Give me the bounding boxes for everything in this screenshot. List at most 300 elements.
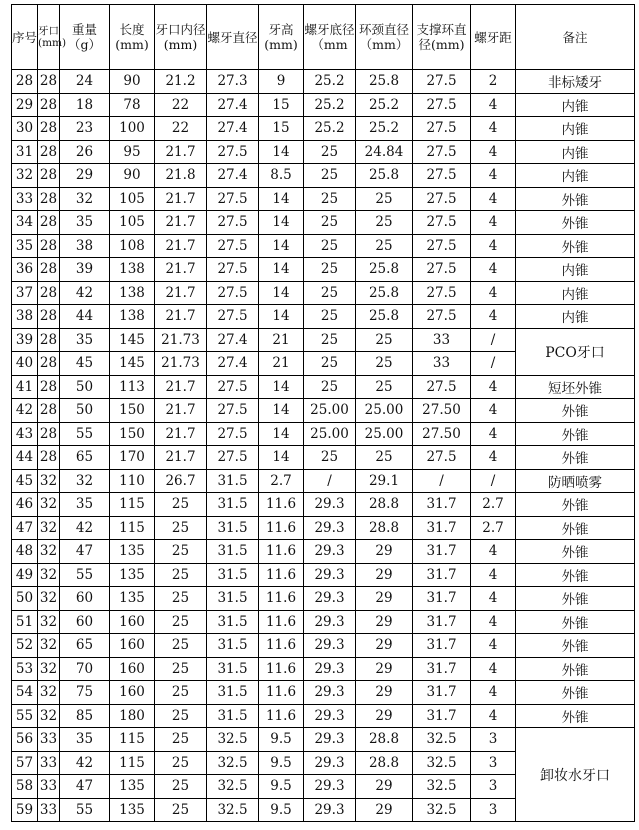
table-cell: 11.6: [259, 634, 304, 658]
table-cell: 2.7: [471, 516, 516, 540]
table-cell: 4: [471, 634, 516, 658]
table-cell: 4: [471, 375, 516, 399]
table-cell: 31.7: [413, 516, 471, 540]
table-cell: 21.7: [155, 399, 207, 423]
table-row: [12, 164, 635, 188]
table-cell: 52: [12, 634, 38, 658]
table-cell: 38: [12, 305, 38, 329]
table-cell: 31.5: [207, 681, 259, 705]
note-cell: 内锥: [516, 117, 635, 141]
table-cell: 56: [12, 728, 38, 752]
table-cell: 27.5: [413, 375, 471, 399]
table-row: [12, 493, 635, 517]
table-cell: 14: [259, 399, 304, 423]
table-cell: 25: [304, 446, 356, 470]
table-cell: 28: [38, 187, 60, 211]
table-cell: 25: [356, 234, 413, 258]
table-cell: 26: [60, 140, 110, 164]
note-cell: 非标矮牙: [516, 70, 635, 94]
table-cell: 41: [12, 375, 38, 399]
table-cell: 28: [38, 258, 60, 282]
table-cell: 35: [60, 493, 110, 517]
table-cell: 28: [38, 70, 60, 94]
table-cell: 47: [12, 516, 38, 540]
table-cell: 85: [60, 704, 110, 728]
table-cell: 145: [110, 328, 155, 352]
table-cell: 27.5: [207, 446, 259, 470]
table-cell: 28: [38, 328, 60, 352]
table-cell: 4: [471, 704, 516, 728]
table-cell: 27.5: [207, 140, 259, 164]
table-cell: 32: [38, 493, 60, 517]
table-cell: 24: [60, 70, 110, 94]
table-cell: 28: [38, 352, 60, 376]
table-cell: 25: [155, 493, 207, 517]
note-cell: 外锥: [516, 540, 635, 564]
table-cell: 25: [304, 375, 356, 399]
table-cell: 15: [259, 93, 304, 117]
table-cell: 135: [110, 587, 155, 611]
table-cell: 14: [259, 281, 304, 305]
table-cell: 42: [60, 516, 110, 540]
table-cell: 27.50: [413, 422, 471, 446]
table-row: [12, 375, 635, 399]
table-cell: 65: [60, 446, 110, 470]
table-cell: 8.5: [259, 164, 304, 188]
table-cell: 28: [38, 399, 60, 423]
table-cell: 21.73: [155, 352, 207, 376]
table-cell: 105: [110, 187, 155, 211]
table-cell: 25: [155, 728, 207, 752]
table-row: [12, 446, 635, 470]
header-cell: 牙口(mm): [38, 5, 60, 70]
table-cell: 32: [60, 187, 110, 211]
table-cell: 25: [356, 187, 413, 211]
table-cell: 32: [38, 540, 60, 564]
table-cell: 28: [12, 70, 38, 94]
table-cell: 31.5: [207, 540, 259, 564]
table-cell: 2.7: [471, 493, 516, 517]
header-cell: 重量（g）: [60, 5, 110, 70]
table-cell: 32: [12, 164, 38, 188]
table-cell: 28: [38, 234, 60, 258]
table-cell: 27.5: [413, 305, 471, 329]
table-row: [12, 328, 635, 352]
table-cell: 21.7: [155, 258, 207, 282]
table-cell: 27.5: [413, 234, 471, 258]
table-cell: 28.8: [356, 493, 413, 517]
table-cell: 25: [304, 234, 356, 258]
table-cell: 25.8: [356, 70, 413, 94]
table-cell: 25: [356, 375, 413, 399]
table-cell: 135: [110, 563, 155, 587]
table-cell: 29: [356, 634, 413, 658]
table-cell: 11.6: [259, 610, 304, 634]
table-cell: 4: [471, 610, 516, 634]
table-cell: 47: [60, 540, 110, 564]
table-cell: 4: [471, 187, 516, 211]
table-row: [12, 587, 635, 611]
header-cell: 备注: [516, 5, 635, 70]
table-cell: 32: [38, 634, 60, 658]
table-cell: 25.00: [356, 399, 413, 423]
table-cell: 21.8: [155, 164, 207, 188]
table-cell: 90: [110, 164, 155, 188]
table-row: [12, 563, 635, 587]
table-cell: 14: [259, 375, 304, 399]
table-cell: 14: [259, 140, 304, 164]
table-cell: 29.3: [304, 751, 356, 775]
table-cell: 11.6: [259, 587, 304, 611]
table-cell: 180: [110, 704, 155, 728]
table-cell: 27.5: [413, 117, 471, 141]
note-cell: 外锥: [516, 399, 635, 423]
table-cell: 27.5: [413, 93, 471, 117]
table-cell: 21.7: [155, 305, 207, 329]
table-cell: 25: [304, 305, 356, 329]
table-cell: 25: [155, 516, 207, 540]
table-cell: 38: [60, 234, 110, 258]
table-cell: 25: [304, 140, 356, 164]
table-cell: 31.7: [413, 681, 471, 705]
table-cell: /: [471, 469, 516, 493]
table-cell: 28.8: [356, 728, 413, 752]
table-cell: 25.00: [304, 399, 356, 423]
note-cell: 外锥: [516, 587, 635, 611]
table-cell: 115: [110, 728, 155, 752]
table-cell: 11.6: [259, 540, 304, 564]
table-cell: 23: [60, 117, 110, 141]
table-cell: 33: [12, 187, 38, 211]
table-cell: 14: [259, 305, 304, 329]
table-cell: 29: [60, 164, 110, 188]
table-cell: 4: [471, 422, 516, 446]
table-cell: 21.73: [155, 328, 207, 352]
table-cell: 34: [12, 211, 38, 235]
table-cell: 31.7: [413, 704, 471, 728]
table-cell: 11.6: [259, 493, 304, 517]
table-cell: 4: [471, 140, 516, 164]
table-cell: 27.50: [413, 399, 471, 423]
table-cell: 11.6: [259, 704, 304, 728]
table-row: [12, 469, 635, 493]
table-cell: 51: [12, 610, 38, 634]
table-cell: 21.7: [155, 234, 207, 258]
table-cell: 21.2: [155, 70, 207, 94]
table-cell: 29: [356, 798, 413, 822]
table-cell: /: [471, 328, 516, 352]
table-cell: 29: [356, 587, 413, 611]
table-cell: 14: [259, 234, 304, 258]
table-cell: 4: [471, 305, 516, 329]
table-cell: 25: [304, 258, 356, 282]
table-cell: 33: [38, 775, 60, 799]
table-cell: 27.5: [207, 234, 259, 258]
table-cell: 29.3: [304, 728, 356, 752]
table-cell: 29.3: [304, 657, 356, 681]
table-row: [12, 728, 635, 752]
table-cell: 27.5: [413, 140, 471, 164]
table-cell: 29.3: [304, 516, 356, 540]
table-cell: 21.7: [155, 446, 207, 470]
table-cell: 32: [38, 657, 60, 681]
note-cell: 短坯外锥: [516, 375, 635, 399]
table-cell: 27.5: [413, 187, 471, 211]
note-cell: 外锥: [516, 187, 635, 211]
table-cell: 31.5: [207, 657, 259, 681]
header-cell: 螺牙直径: [207, 5, 259, 70]
table-cell: 3: [471, 775, 516, 799]
table-cell: 25: [155, 610, 207, 634]
table-cell: 4: [471, 399, 516, 423]
table-cell: 27.5: [207, 281, 259, 305]
table-cell: 25.2: [304, 70, 356, 94]
table-cell: 18: [60, 93, 110, 117]
table-cell: 29.3: [304, 681, 356, 705]
table-cell: 14: [259, 422, 304, 446]
table-cell: 31.5: [207, 634, 259, 658]
table-cell: 28: [38, 211, 60, 235]
table-cell: 27.4: [207, 117, 259, 141]
table-cell: 31.7: [413, 610, 471, 634]
table-cell: 14: [259, 446, 304, 470]
table-cell: 27.5: [207, 422, 259, 446]
header-cell: 序号: [12, 5, 38, 70]
table-cell: 25: [155, 587, 207, 611]
table-cell: 25.8: [356, 305, 413, 329]
table-cell: 21.7: [155, 375, 207, 399]
table-cell: 31.5: [207, 493, 259, 517]
table-cell: 29: [356, 775, 413, 799]
table-cell: 25: [155, 704, 207, 728]
table-cell: 33: [413, 328, 471, 352]
table-cell: /: [413, 469, 471, 493]
table-cell: 4: [471, 93, 516, 117]
table-cell: 32: [38, 704, 60, 728]
table-cell: 32: [38, 563, 60, 587]
table-cell: 39: [12, 328, 38, 352]
table-cell: 32: [38, 469, 60, 493]
note-cell: 内锥: [516, 164, 635, 188]
note-cell: 外锥: [516, 657, 635, 681]
table-cell: 29: [356, 681, 413, 705]
table-row: [12, 516, 635, 540]
table-cell: 27.4: [207, 93, 259, 117]
table-cell: 29.3: [304, 798, 356, 822]
table-cell: 31.7: [413, 634, 471, 658]
table-row: [12, 117, 635, 141]
table-cell: 21.7: [155, 281, 207, 305]
table-cell: 32: [38, 516, 60, 540]
table-cell: 21.7: [155, 211, 207, 235]
table-cell: 55: [60, 798, 110, 822]
table-cell: 25: [356, 352, 413, 376]
table-cell: 59: [12, 798, 38, 822]
table-cell: 135: [110, 798, 155, 822]
table-cell: 29.3: [304, 704, 356, 728]
table-cell: 32.5: [413, 751, 471, 775]
table-cell: 27.4: [207, 328, 259, 352]
note-cell: 外锥: [516, 422, 635, 446]
table-cell: 3: [471, 728, 516, 752]
table-cell: 4: [471, 258, 516, 282]
table-cell: 9: [259, 70, 304, 94]
table-cell: 29.3: [304, 610, 356, 634]
table-cell: 36: [12, 258, 38, 282]
table-cell: 27.5: [207, 187, 259, 211]
table-cell: 32.5: [413, 775, 471, 799]
header-cell: 牙口内径(mm): [155, 5, 207, 70]
table-cell: 25: [304, 164, 356, 188]
table-cell: 2.7: [259, 469, 304, 493]
table-cell: 108: [110, 234, 155, 258]
table-cell: 55: [60, 422, 110, 446]
table-cell: /: [471, 352, 516, 376]
table-cell: 50: [60, 375, 110, 399]
table-cell: 50: [60, 399, 110, 423]
table-row: [12, 540, 635, 564]
table-cell: 21.7: [155, 422, 207, 446]
note-cell: 内锥: [516, 140, 635, 164]
table-cell: 29: [356, 540, 413, 564]
table-cell: 9.5: [259, 798, 304, 822]
table-cell: 78: [110, 93, 155, 117]
table-cell: 45: [60, 352, 110, 376]
table-cell: 31: [12, 140, 38, 164]
table-cell: 24.84: [356, 140, 413, 164]
table-cell: 75: [60, 681, 110, 705]
table-cell: 25: [155, 657, 207, 681]
note-cell: 外锥: [516, 493, 635, 517]
table-cell: 170: [110, 446, 155, 470]
table-cell: 25: [155, 540, 207, 564]
table-cell: 4: [471, 446, 516, 470]
table-cell: 4: [471, 117, 516, 141]
table-cell: 35: [60, 328, 110, 352]
table-cell: 25: [356, 446, 413, 470]
table-cell: 29: [356, 704, 413, 728]
table-cell: 150: [110, 422, 155, 446]
table-cell: 21: [259, 328, 304, 352]
table-cell: 28: [38, 117, 60, 141]
table-cell: 25.00: [356, 422, 413, 446]
table-cell: 55: [60, 563, 110, 587]
table-cell: 53: [12, 657, 38, 681]
table-cell: 14: [259, 187, 304, 211]
table-cell: 35: [60, 211, 110, 235]
table-cell: 65: [60, 634, 110, 658]
note-cell: 外锥: [516, 446, 635, 470]
table-cell: 138: [110, 305, 155, 329]
table-cell: 4: [471, 587, 516, 611]
table-cell: 25.00: [304, 422, 356, 446]
table-row: [12, 681, 635, 705]
table-cell: 3: [471, 751, 516, 775]
table-cell: 113: [110, 375, 155, 399]
table-cell: 150: [110, 399, 155, 423]
table-cell: 15: [259, 117, 304, 141]
table-body: [12, 70, 635, 822]
table-cell: 27.5: [207, 211, 259, 235]
table-cell: 25: [155, 751, 207, 775]
table-cell: 25: [155, 775, 207, 799]
table-cell: 95: [110, 140, 155, 164]
table-row: [12, 70, 635, 94]
table-cell: 4: [471, 563, 516, 587]
table-cell: 4: [471, 540, 516, 564]
table-cell: 29.3: [304, 587, 356, 611]
table-cell: 44: [12, 446, 38, 470]
table-cell: 31.7: [413, 657, 471, 681]
table-cell: 138: [110, 258, 155, 282]
table-cell: 25.2: [304, 93, 356, 117]
note-cell: 外锥: [516, 634, 635, 658]
table-cell: 45: [12, 469, 38, 493]
header-cell: 牙高(mm): [259, 5, 304, 70]
table-cell: 9.5: [259, 728, 304, 752]
table-row: [12, 281, 635, 305]
table-cell: 32.5: [207, 798, 259, 822]
note-cell: 内锥: [516, 258, 635, 282]
table-cell: 33: [38, 751, 60, 775]
table-cell: 28.8: [356, 516, 413, 540]
table-cell: 11.6: [259, 657, 304, 681]
table-cell: 22: [155, 117, 207, 141]
header-cell: 螺牙距: [471, 5, 516, 70]
table-cell: 55: [12, 704, 38, 728]
table-cell: 32: [38, 610, 60, 634]
table-row: [12, 704, 635, 728]
table-row: [12, 211, 635, 235]
table-cell: 27.5: [207, 399, 259, 423]
table-cell: 25.2: [304, 117, 356, 141]
table-cell: 46: [12, 493, 38, 517]
table-cell: 35: [12, 234, 38, 258]
table-cell: 31.7: [413, 563, 471, 587]
table-cell: 135: [110, 775, 155, 799]
note-cell: 外锥: [516, 563, 635, 587]
table-cell: 31.7: [413, 587, 471, 611]
table-cell: 27.5: [413, 70, 471, 94]
table-cell: 160: [110, 634, 155, 658]
table-cell: 27.5: [413, 211, 471, 235]
table-cell: 9.5: [259, 751, 304, 775]
table-cell: 28: [38, 140, 60, 164]
table-cell: 44: [60, 305, 110, 329]
table-cell: 27.4: [207, 164, 259, 188]
table-cell: 2: [471, 70, 516, 94]
note-cell: 外锥: [516, 610, 635, 634]
table-cell: 31.7: [413, 540, 471, 564]
table-cell: 60: [60, 587, 110, 611]
table-cell: 25.2: [356, 117, 413, 141]
table-cell: 25: [155, 634, 207, 658]
table-cell: 11.6: [259, 563, 304, 587]
table-cell: 25: [304, 281, 356, 305]
table-cell: 31.5: [207, 704, 259, 728]
note-cell: 内锥: [516, 93, 635, 117]
table-cell: 4: [471, 164, 516, 188]
table-cell: 48: [12, 540, 38, 564]
table-cell: 40: [12, 352, 38, 376]
table-cell: 33: [38, 728, 60, 752]
table-cell: 33: [413, 352, 471, 376]
table-cell: 25: [356, 328, 413, 352]
table-cell: 58: [12, 775, 38, 799]
table-cell: 160: [110, 610, 155, 634]
table-cell: 47: [60, 775, 110, 799]
table-cell: 25: [356, 211, 413, 235]
